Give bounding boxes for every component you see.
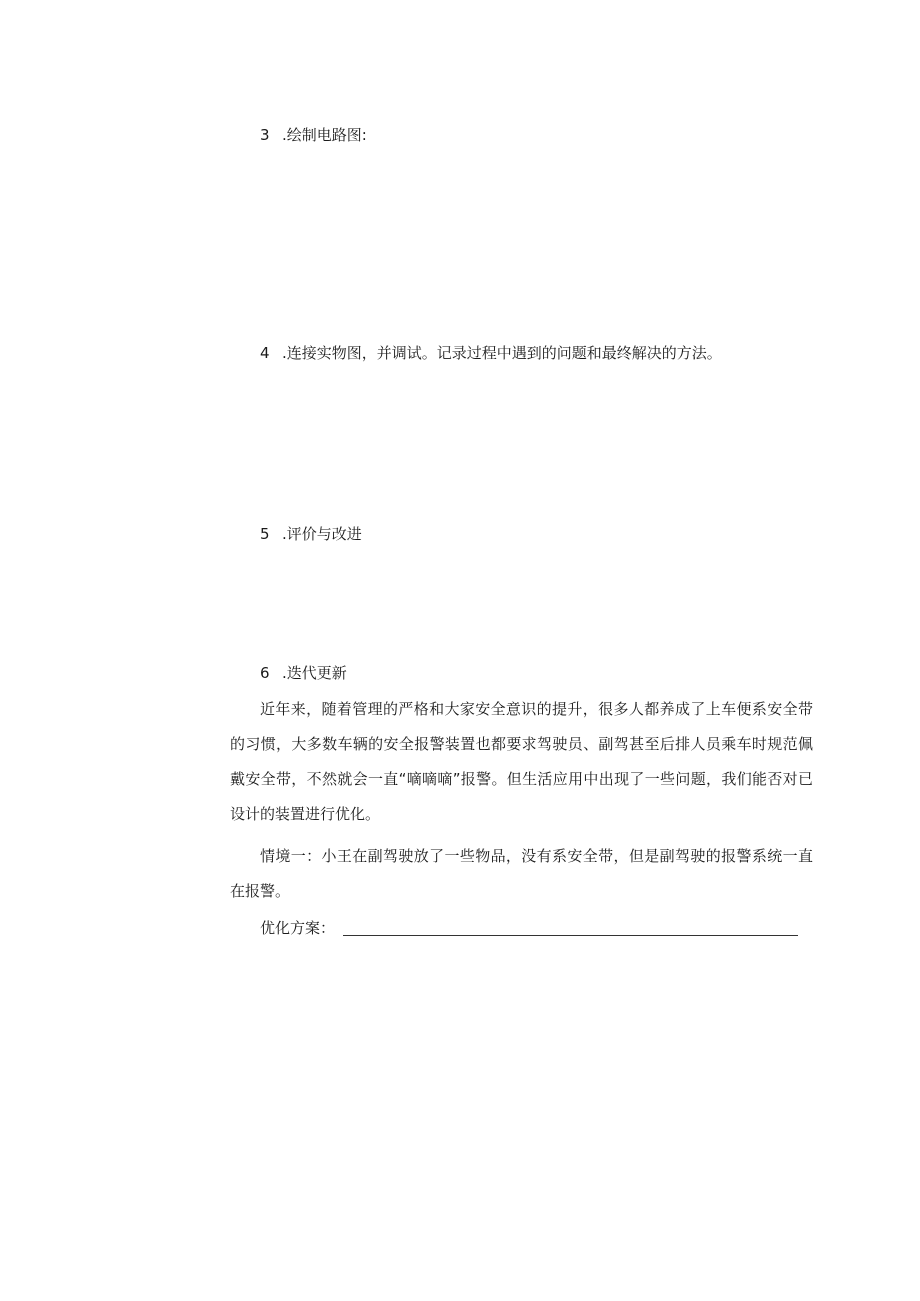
- section-title: .迭代更新: [282, 664, 347, 682]
- optimization-answer-line[interactable]: [343, 935, 798, 936]
- section-number: 5: [260, 525, 270, 543]
- section-6-heading: [260, 663, 347, 683]
- section-number: 6: [260, 664, 270, 682]
- section-3-heading: [260, 125, 367, 145]
- section-title: .绘制电路图:: [282, 126, 367, 144]
- scenario-paragraph: 情境一：小王在副驾驶放了一些物品，没有系安全带，但是副驾驶的报警系统一直在报警。: [230, 847, 813, 900]
- section-number: 4: [260, 344, 270, 362]
- section-number: 3: [260, 126, 270, 144]
- section-5-heading: [260, 524, 362, 544]
- section-title: .评价与改进: [282, 525, 362, 543]
- section-title: .连接实物图，并调试。记录过程中遇到的问题和最终解决的方法。: [282, 344, 722, 362]
- intro-paragraph: 近年来，随着管理的严格和大家安全意识的提升，很多人都养成了上车便系安全带的习惯，大多数车辆的安全报警装置也都要求驾驶员、副驾甚至后排人员乘车时规范佩戴安全带，不然就会一直“嘀嘀嘀”报警。但生活应用中出现了一些问题，我们能否对已设计的装置进行优化。: [230, 700, 813, 823]
- optimization-label: 优化方案：: [260, 919, 336, 937]
- section-4-heading: [260, 343, 722, 363]
